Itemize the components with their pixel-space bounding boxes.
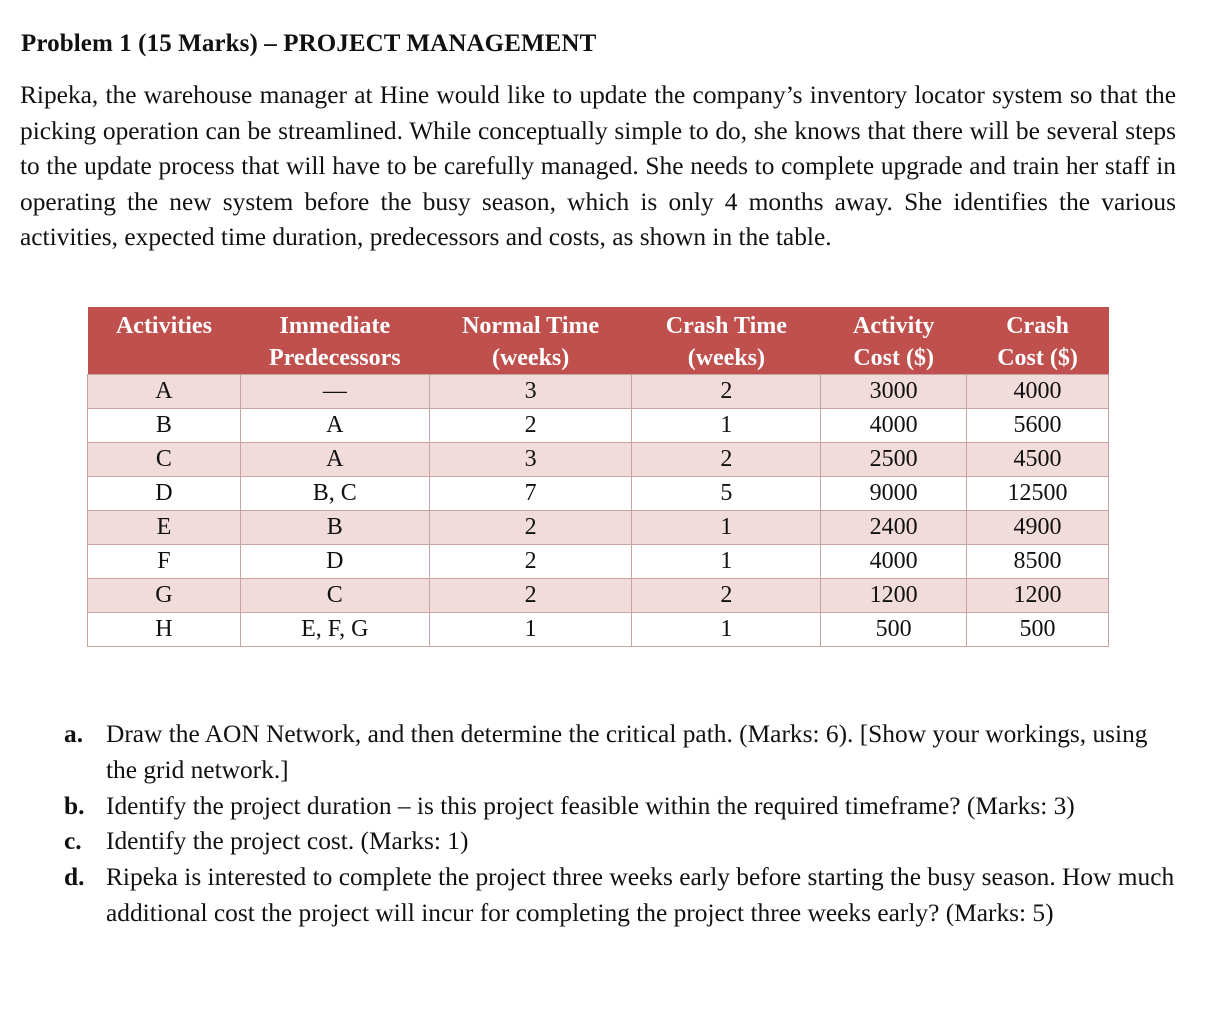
cell-crash-time: 1 (632, 613, 821, 647)
question-item (64, 717, 1184, 789)
cell-activity-cost: 4000 (821, 409, 967, 443)
question-label: b. (64, 791, 85, 820)
question-text: Draw the AON Network, and then determine the critical path. (Marks: 6). [Show your workings, using the grid network.] (106, 720, 1148, 784)
cell-normal-time: 2 (429, 409, 632, 443)
question-text: Ripeka is interested to complete the project three weeks early before starting the busy season. How much additional cost the project will incur for completing the project three weeks early? (Marks: 5) (106, 863, 1175, 927)
col-header-crash-time: Crash Time (weeks) (632, 307, 821, 375)
table-row (88, 613, 1109, 647)
cell-normal-time: 3 (429, 375, 632, 409)
cell-activity-cost: 500 (821, 613, 967, 647)
cell-activity: A (88, 375, 241, 409)
cell-crash-time: 5 (632, 477, 821, 511)
table-row (88, 375, 1109, 409)
table-row (88, 579, 1109, 613)
cell-crash-cost: 4000 (967, 375, 1109, 409)
question-item (64, 824, 1184, 860)
cell-predecessors: B, C (240, 477, 429, 511)
question-label: c. (64, 827, 82, 856)
col-header-activity-cost: Activity Cost ($) (821, 307, 967, 375)
cell-activity: H (88, 613, 241, 647)
table-row (88, 443, 1109, 477)
cell-activity-cost: 9000 (821, 477, 967, 511)
problem-title: Problem 1 (15 Marks) – PROJECT MANAGEMENT (21, 30, 597, 57)
cell-crash-time: 1 (632, 511, 821, 545)
question-list (64, 717, 1184, 932)
table-row (88, 545, 1109, 579)
col-header-crash-cost: Crash Cost ($) (967, 307, 1109, 375)
cell-predecessors: C (240, 579, 429, 613)
cell-crash-time: 2 (632, 579, 821, 613)
question-text: Identify the project cost. (Marks: 1) (106, 827, 469, 856)
cell-crash-time: 2 (632, 375, 821, 409)
cell-activity: B (88, 409, 241, 443)
activities-table (87, 307, 1109, 647)
cell-activity: D (88, 477, 241, 511)
cell-predecessors: A (240, 443, 429, 477)
table-header-row (88, 307, 1109, 375)
col-header-activities: Activities (88, 307, 241, 375)
cell-activity: C (88, 443, 241, 477)
problem-intro: Ripeka, the warehouse manager at Hine would like to update the company’s inventory locator system so that the picking operation can be streamlined. While conceptually simple to do, she knows that there will be several steps to the update process that will have to be carefully managed. She needs to complete upgrade and train her staff in operating the new system before the busy season, which is only 4 months away. She identifies the various activities, expected time duration, predecessors and costs, as shown in the table. (20, 81, 1176, 252)
cell-normal-time: 7 (429, 477, 632, 511)
table-row (88, 477, 1109, 511)
cell-crash-time: 1 (632, 409, 821, 443)
cell-crash-cost: 8500 (967, 545, 1109, 579)
question-label: d. (64, 863, 85, 892)
cell-activity: F (88, 545, 241, 579)
question-text: Identify the project duration – is this project feasible within the required timeframe? (Marks: 3) (106, 791, 1075, 820)
cell-activity-cost: 4000 (821, 545, 967, 579)
cell-crash-cost: 500 (967, 613, 1109, 647)
cell-crash-cost: 4500 (967, 443, 1109, 477)
cell-crash-time: 1 (632, 545, 821, 579)
cell-activity-cost: 2400 (821, 511, 967, 545)
cell-activity: G (88, 579, 241, 613)
cell-normal-time: 3 (429, 443, 632, 477)
cell-crash-cost: 1200 (967, 579, 1109, 613)
cell-activity-cost: 1200 (821, 579, 967, 613)
cell-crash-cost: 5600 (967, 409, 1109, 443)
cell-normal-time: 2 (429, 511, 632, 545)
question-label: a. (64, 720, 84, 748)
cell-activity: E (88, 511, 241, 545)
cell-crash-cost: 12500 (967, 477, 1109, 511)
cell-activity-cost: 3000 (821, 375, 967, 409)
col-header-normal-time: Normal Time (weeks) (429, 307, 632, 375)
col-header-predecessors: Immediate Predecessors (240, 307, 429, 375)
cell-activity-cost: 2500 (821, 443, 967, 477)
table-row (88, 511, 1109, 545)
question-item (64, 860, 1184, 932)
cell-predecessors: A (240, 409, 429, 443)
question-item (64, 789, 1184, 825)
cell-crash-cost: 4900 (967, 511, 1109, 545)
cell-predecessors: B (240, 511, 429, 545)
cell-normal-time: 1 (429, 613, 632, 647)
cell-crash-time: 2 (632, 443, 821, 477)
cell-predecessors: E, F, G (240, 613, 429, 647)
cell-normal-time: 2 (429, 545, 632, 579)
cell-predecessors: — (240, 375, 429, 409)
table-row (88, 409, 1109, 443)
cell-predecessors: D (240, 545, 429, 579)
cell-normal-time: 2 (429, 579, 632, 613)
